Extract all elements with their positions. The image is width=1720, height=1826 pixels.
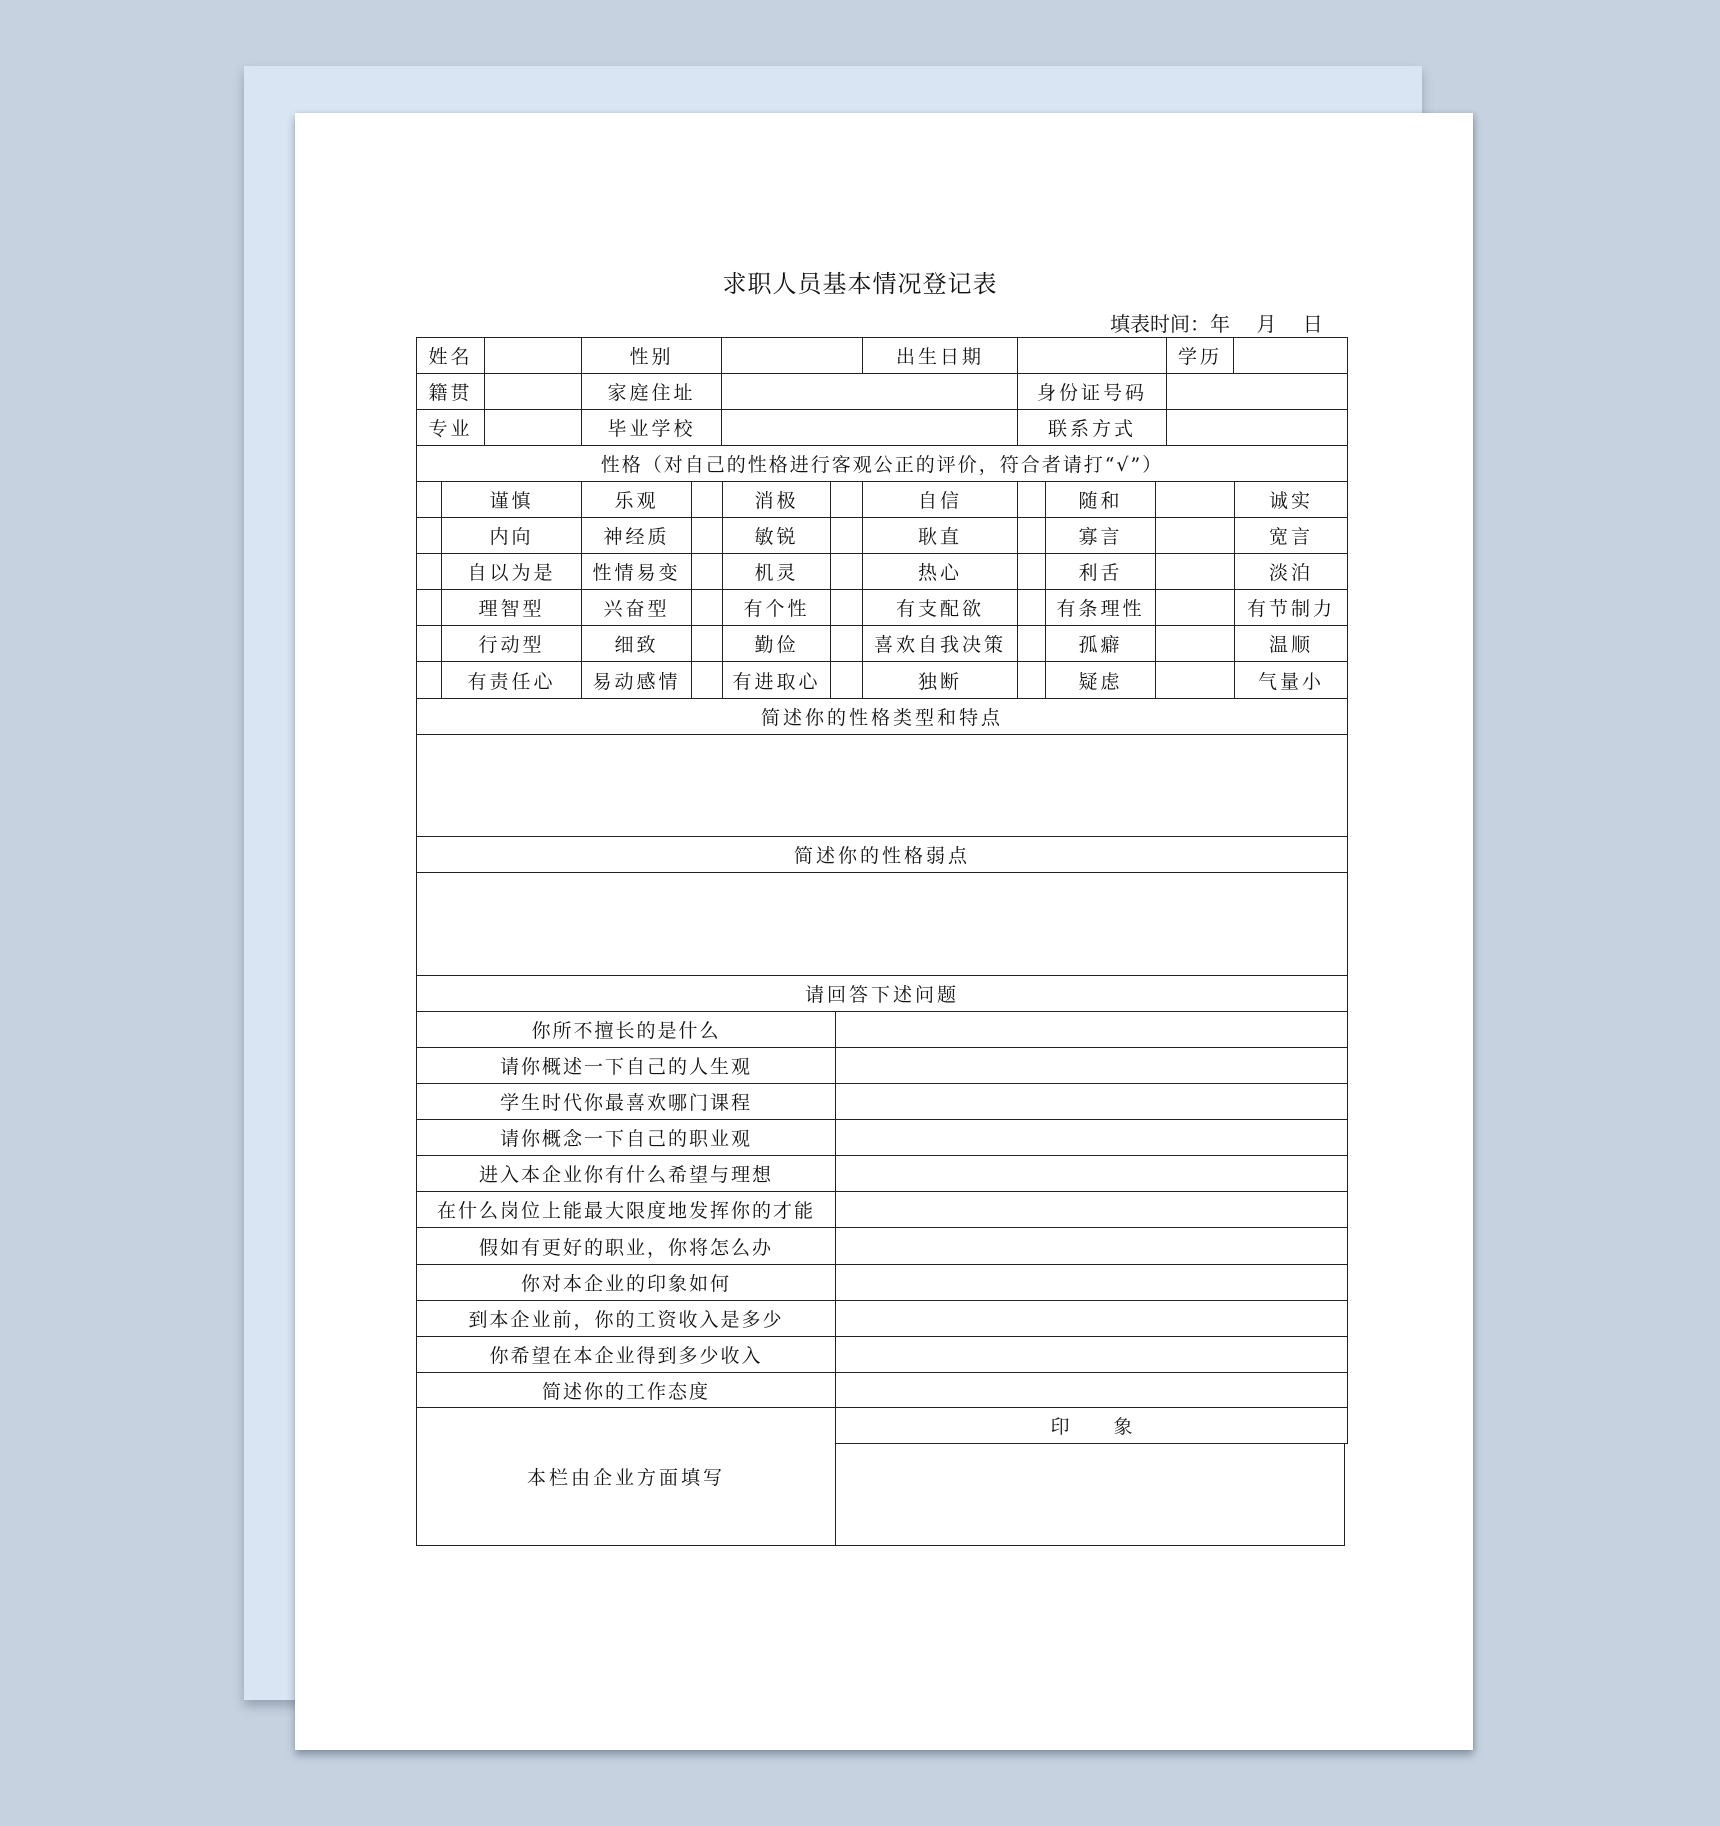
trait-checkbox[interactable] [1155, 517, 1235, 554]
trait-label: 谨慎 [441, 481, 582, 518]
trait-label: 敏锐 [722, 517, 831, 554]
trait-label: 细致 [581, 625, 692, 662]
trait-label: 气量小 [1234, 661, 1348, 699]
trait-label: 热心 [862, 553, 1018, 590]
personality-weakness-answer[interactable] [416, 872, 1348, 976]
question-answer-field[interactable] [835, 1300, 1348, 1337]
trait-checkbox[interactable] [1155, 553, 1235, 590]
trait-checkbox[interactable] [416, 553, 442, 590]
education-field[interactable] [1233, 337, 1348, 374]
label-home-address: 家庭住址 [581, 373, 722, 410]
gender-field[interactable] [721, 337, 863, 374]
name-field[interactable] [484, 337, 582, 374]
trait-checkbox[interactable] [691, 625, 723, 662]
trait-label: 温顺 [1234, 625, 1348, 662]
trait-label: 孤癖 [1045, 625, 1156, 662]
question-label: 简述你的工作态度 [416, 1372, 836, 1408]
trait-checkbox[interactable] [1155, 661, 1235, 699]
impression-field[interactable] [835, 1443, 1345, 1546]
trait-checkbox[interactable] [1017, 661, 1046, 699]
question-label: 在什么岗位上能最大限度地发挥你的才能 [416, 1191, 836, 1228]
trait-label: 内向 [441, 517, 582, 554]
trait-label: 独断 [862, 661, 1018, 699]
label-birthdate: 出生日期 [862, 337, 1018, 374]
trait-checkbox[interactable] [1155, 589, 1235, 626]
trait-label: 机灵 [722, 553, 831, 590]
question-answer-field[interactable] [835, 1155, 1348, 1192]
trait-checkbox[interactable] [830, 661, 863, 699]
question-answer-field[interactable] [835, 1011, 1348, 1048]
trait-checkbox[interactable] [416, 661, 442, 699]
trait-checkbox[interactable] [1017, 625, 1046, 662]
label-contact: 联系方式 [1017, 409, 1167, 446]
label-major: 专业 [416, 409, 485, 446]
trait-label: 利舌 [1045, 553, 1156, 590]
trait-label: 有条理性 [1045, 589, 1156, 626]
trait-label: 兴奋型 [581, 589, 692, 626]
label-name: 姓名 [416, 337, 485, 374]
question-label: 到本企业前，你的工资收入是多少 [416, 1300, 836, 1337]
trait-label: 有进取心 [722, 661, 831, 699]
trait-label: 有责任心 [441, 661, 582, 699]
trait-label: 自以为是 [441, 553, 582, 590]
trait-label: 随和 [1045, 481, 1156, 518]
trait-label: 神经质 [581, 517, 692, 554]
native-place-field[interactable] [484, 373, 582, 410]
trait-checkbox[interactable] [1017, 589, 1046, 626]
question-label: 进入本企业你有什么希望与理想 [416, 1155, 836, 1192]
trait-checkbox[interactable] [691, 661, 723, 699]
question-answer-field[interactable] [835, 1119, 1348, 1156]
trait-checkbox[interactable] [830, 625, 863, 662]
trait-label: 有支配欲 [862, 589, 1018, 626]
personality-type-answer[interactable] [416, 734, 1348, 837]
question-answer-field[interactable] [835, 1191, 1348, 1228]
question-label: 假如有更好的职业，你将怎么办 [416, 1227, 836, 1265]
contact-field[interactable] [1166, 409, 1348, 446]
label-id-number: 身份证号码 [1017, 373, 1167, 410]
section-personality-weakness: 简述你的性格弱点 [416, 836, 1348, 873]
trait-label: 勤俭 [722, 625, 831, 662]
trait-checkbox[interactable] [416, 625, 442, 662]
trait-label: 宽言 [1234, 517, 1348, 554]
question-answer-field[interactable] [835, 1047, 1348, 1084]
trait-label: 理智型 [441, 589, 582, 626]
question-label: 请你概述一下自己的人生观 [416, 1047, 836, 1084]
trait-checkbox[interactable] [830, 589, 863, 626]
birthdate-field[interactable] [1017, 337, 1167, 374]
impression-header [835, 1407, 1348, 1444]
question-label: 请你概念一下自己的职业观 [416, 1119, 836, 1156]
label-native-place: 籍贯 [416, 373, 485, 410]
question-label: 学生时代你最喜欢哪门课程 [416, 1083, 836, 1120]
trait-label: 性情易变 [581, 553, 692, 590]
trait-checkbox[interactable] [830, 553, 863, 590]
home-address-field[interactable] [721, 373, 1018, 410]
company-section-label: 本栏由企业方面填写 [416, 1407, 836, 1546]
id-number-field[interactable] [1166, 373, 1348, 410]
fill-date: 填表时间：年 月 日 [1110, 312, 1323, 336]
question-answer-field[interactable] [835, 1227, 1348, 1265]
trait-label: 耿直 [862, 517, 1018, 554]
trait-label: 诚实 [1234, 481, 1348, 518]
trait-checkbox[interactable] [830, 517, 863, 554]
question-answer-field[interactable] [835, 1083, 1348, 1120]
trait-checkbox[interactable] [416, 517, 442, 554]
trait-checkbox[interactable] [691, 481, 723, 518]
question-answer-field[interactable] [835, 1336, 1348, 1373]
trait-label: 消极 [722, 481, 831, 518]
trait-checkbox[interactable] [1017, 553, 1046, 590]
question-label: 你对本企业的印象如何 [416, 1264, 836, 1301]
label-education: 学历 [1166, 337, 1234, 374]
trait-label: 行动型 [441, 625, 582, 662]
question-answer-field[interactable] [835, 1264, 1348, 1301]
trait-checkbox[interactable] [1155, 625, 1235, 662]
school-field[interactable] [721, 409, 1018, 446]
major-field[interactable] [484, 409, 582, 446]
form-title: 求职人员基本情况登记表 [722, 270, 998, 298]
trait-checkbox[interactable] [691, 589, 723, 626]
personality-header: 性格（对自己的性格进行客观公正的评价，符合者请打“√”） [416, 445, 1348, 482]
question-answer-field[interactable] [835, 1372, 1348, 1408]
trait-label: 易动感情 [581, 661, 692, 699]
trait-checkbox[interactable] [691, 517, 723, 554]
section-questions-header: 请回答下述问题 [416, 975, 1348, 1012]
label-gender: 性别 [581, 337, 722, 374]
impression-label-1: 印 [1050, 1416, 1070, 1438]
trait-label: 乐观 [581, 481, 692, 518]
trait-label: 自信 [862, 481, 1018, 518]
trait-label: 疑虑 [1045, 661, 1156, 699]
section-personality-type: 简述你的性格类型和特点 [416, 698, 1348, 735]
label-school: 毕业学校 [581, 409, 722, 446]
trait-label: 寡言 [1045, 517, 1156, 554]
trait-checkbox[interactable] [1017, 481, 1046, 518]
trait-checkbox[interactable] [1155, 481, 1235, 518]
trait-checkbox[interactable] [691, 553, 723, 590]
trait-checkbox[interactable] [416, 481, 442, 518]
impression-label-2: 象 [1113, 1416, 1133, 1438]
trait-checkbox[interactable] [1017, 517, 1046, 554]
trait-checkbox[interactable] [830, 481, 863, 518]
question-label: 你希望在本企业得到多少收入 [416, 1336, 836, 1373]
trait-label: 有个性 [722, 589, 831, 626]
trait-checkbox[interactable] [416, 589, 442, 626]
trait-label: 有节制力 [1234, 589, 1348, 626]
trait-label: 喜欢自我决策 [862, 625, 1018, 662]
trait-label: 淡泊 [1234, 553, 1348, 590]
question-label: 你所不擅长的是什么 [416, 1011, 836, 1048]
